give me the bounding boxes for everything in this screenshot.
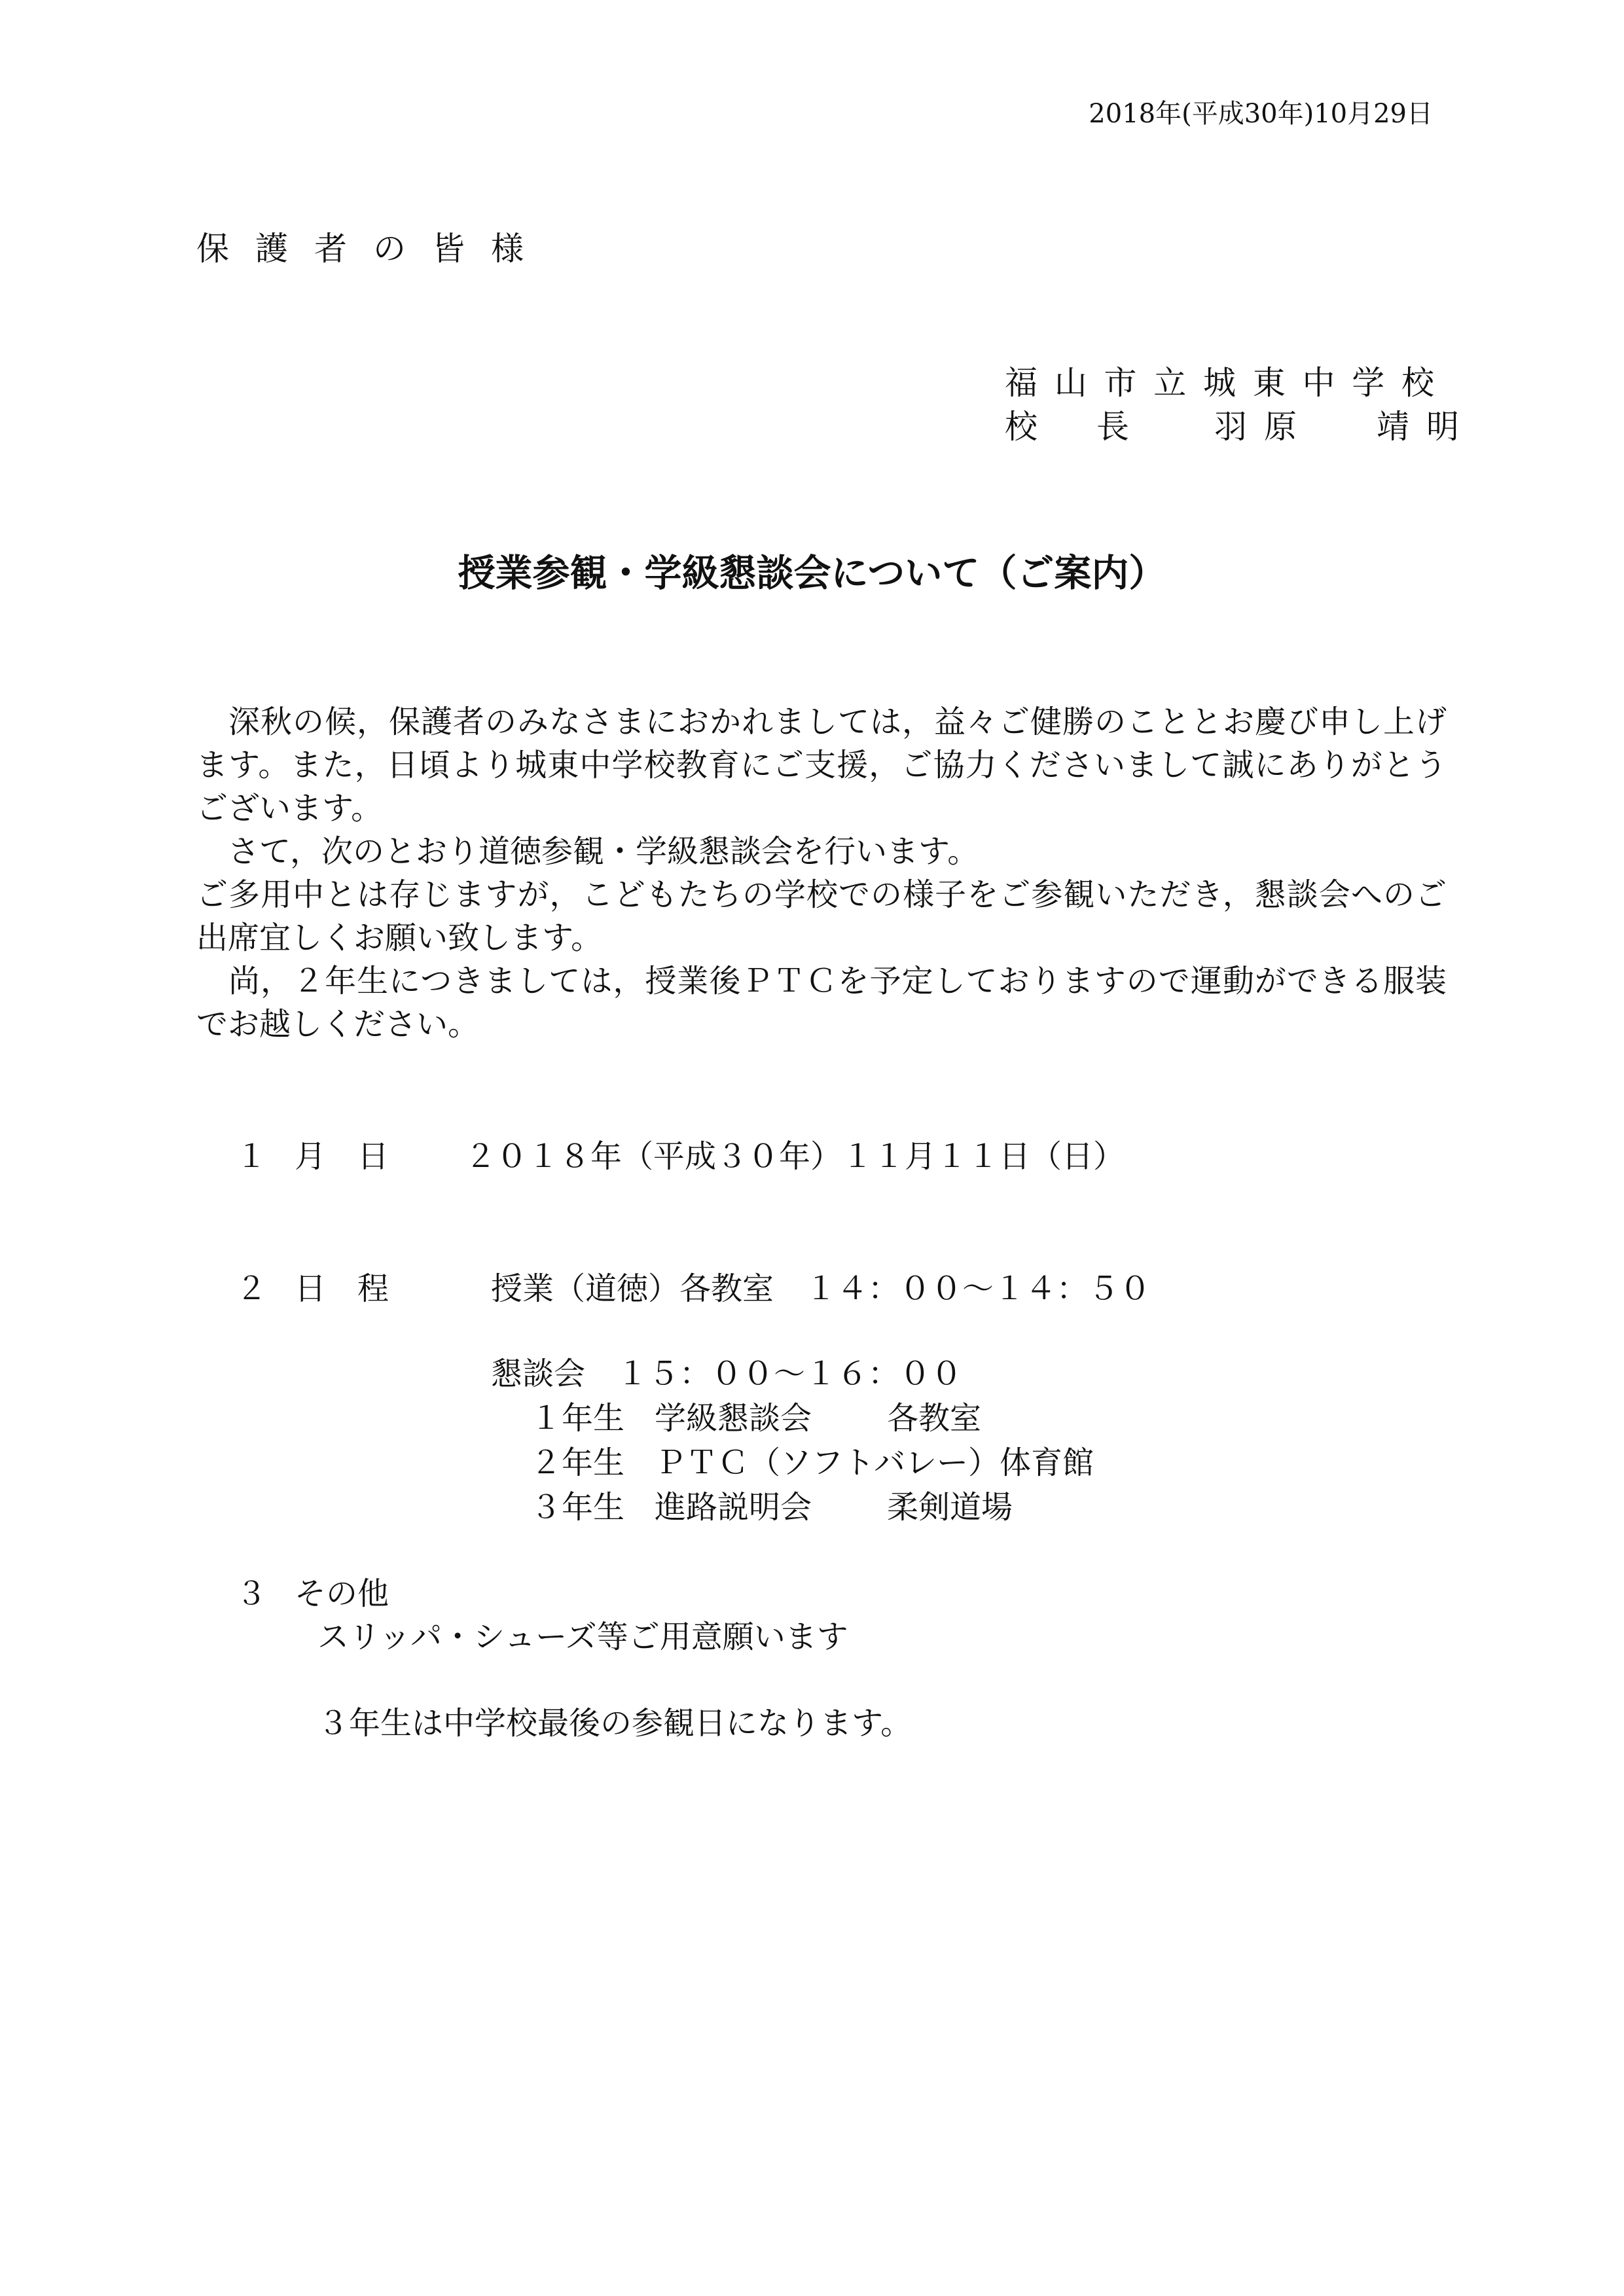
document-date: 2018年(平成30年)10月29日 bbox=[1089, 99, 1433, 129]
item-label: その他 bbox=[295, 1575, 389, 1612]
item-date bbox=[236, 1131, 1125, 1176]
sender-principal bbox=[1005, 401, 1459, 448]
item-number: ２ bbox=[236, 1270, 268, 1307]
grade-label: １年生 bbox=[530, 1400, 625, 1437]
body-paragraph: さて，次のとおり道徳参観・学級懇談会を行います。 bbox=[196, 833, 979, 870]
principal-char: 羽 bbox=[1214, 408, 1247, 446]
document-title: 授業参観・学級懇談会について（ご案内） bbox=[458, 552, 1166, 595]
item-value: ２０１８年（平成３０年）１１月１１日（日） bbox=[465, 1138, 1125, 1175]
principal-char: 明 bbox=[1426, 408, 1459, 446]
grade-event: 学級懇談会 bbox=[655, 1400, 812, 1437]
principal-char: 長 bbox=[1096, 408, 1129, 446]
sender-school-char: 立 bbox=[1153, 364, 1187, 402]
body-paragraph: 尚，２年生につきましては，授業後ＰＴＣを予定しておりますので運動ができる服装でお越しください。 bbox=[196, 963, 1447, 1043]
grade-place: 各教室 bbox=[887, 1400, 982, 1437]
sender-school-char: 学 bbox=[1352, 364, 1385, 402]
principal-char: 原 bbox=[1264, 408, 1297, 446]
body-text bbox=[196, 700, 1447, 1046]
schedule-class: 授業（道徳）各教室 １４：００～１４：５０ bbox=[491, 1270, 1151, 1307]
grade-label: ３年生 bbox=[530, 1489, 625, 1526]
sender-school-char: 山 bbox=[1054, 364, 1087, 402]
grade-event: ＰＴＣ（ソフトバレー）体育館 bbox=[655, 1444, 1094, 1481]
item-label: 月 日 bbox=[295, 1138, 389, 1175]
sender-school bbox=[1005, 357, 1434, 404]
principal-char: 校 bbox=[1005, 408, 1038, 446]
sender-school-char: 城 bbox=[1203, 364, 1236, 402]
grade-event: 進路説明会 bbox=[655, 1489, 812, 1526]
item-label: 日 程 bbox=[295, 1270, 389, 1307]
addressee: 保護者の皆様 bbox=[196, 230, 550, 268]
other-note: ３年生は中学校最後の参観日になります。 bbox=[317, 1705, 912, 1742]
body-paragraph: ご多用中とは存じますが，こどもたちの学校での様子をご参観いただき，懇談会へのご出席宜しくお願い致します。 bbox=[196, 876, 1447, 956]
schedule-meeting: 懇談会 １５：００～１６：００ bbox=[491, 1355, 963, 1392]
sender-school-char: 校 bbox=[1401, 364, 1434, 402]
grade-row bbox=[530, 1437, 1094, 1482]
body-paragraph: 深秋の候，保護者のみなさまにおかれましては，益々ご健勝のこととお慶び申し上げます。また，日頃より城東中学校教育にご支援，ご協力くださいまして誠にありがとうございます。 bbox=[196, 704, 1447, 827]
item-other bbox=[236, 1568, 389, 1613]
principal-char: 靖 bbox=[1377, 408, 1409, 446]
grade-row bbox=[530, 1482, 1013, 1527]
grade-row bbox=[530, 1393, 981, 1438]
sender-school-char: 中 bbox=[1302, 364, 1335, 402]
sender-school-char: 東 bbox=[1252, 364, 1286, 402]
item-schedule bbox=[236, 1263, 1151, 1308]
item-number: ３ bbox=[236, 1575, 268, 1612]
grade-label: ２年生 bbox=[530, 1444, 625, 1481]
other-note: スリッパ・シューズ等ご用意願います bbox=[317, 1619, 848, 1655]
sender-school-char: 福 bbox=[1005, 364, 1038, 402]
item-number: １ bbox=[236, 1138, 268, 1175]
sender-school-char: 市 bbox=[1104, 364, 1137, 402]
grade-place: 柔剣道場 bbox=[887, 1489, 1013, 1526]
